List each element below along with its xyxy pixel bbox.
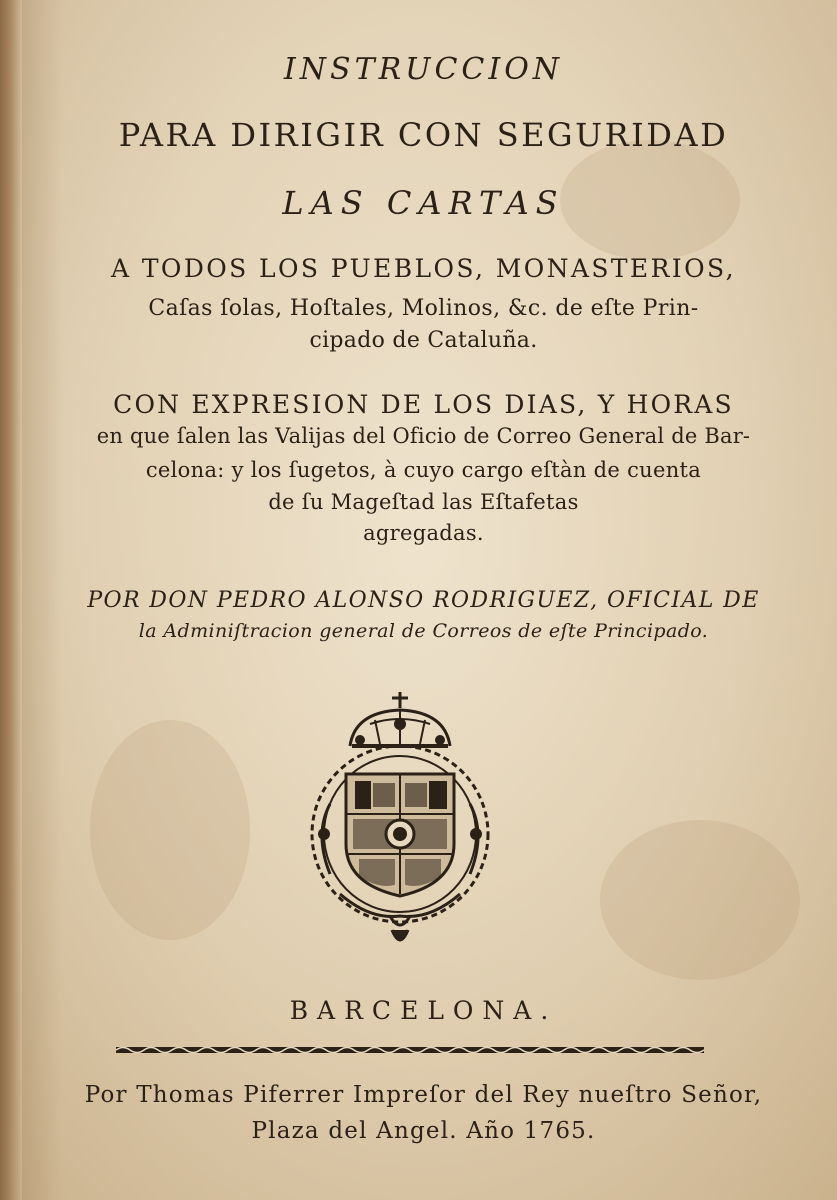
heading-las-cartas: LAS CARTAS [282, 184, 565, 222]
royal-coat-of-arms-emblem [300, 684, 500, 954]
printer-address-year: Plaza del Angel. Año 1765. [251, 1118, 596, 1144]
heading-instruccion: INSTRUCCION [283, 52, 564, 87]
paper-stain [90, 720, 250, 940]
subtitle-line: CON EXPRESION DE LOS DIAS, Y HORAS [113, 390, 734, 419]
paper-stain [600, 820, 800, 980]
subtitle-line: de ſu Mageſtad las Eſtafetas [268, 490, 579, 514]
subtitle-line: Caſas ſolas, Hoſtales, Molinos, &c. de eſte Prin- [148, 296, 699, 321]
subtitle-line: cipado de Cataluña. [309, 328, 538, 353]
subtitle-line: agregadas. [363, 521, 484, 545]
subtitle-line: celona: y los ſugetos, à cuyo cargo eſtàn de cuenta [145, 458, 702, 482]
heading-dirigir: PARA DIRIGIR CON SEGURIDAD [118, 116, 729, 154]
book-spine [0, 0, 22, 1200]
author-line: POR DON PEDRO ALONSO RODRIGUEZ, OFICIAL DE [87, 588, 760, 613]
ornamental-rule [116, 1044, 704, 1056]
imprint-city: BARCELONA. [289, 996, 558, 1025]
printer-line: Por Thomas Piferrer Impreſor del Rey nueſtro Señor, [84, 1082, 763, 1108]
subtitle-line: en que ſalen las Valijas del Oficio de Correo General de Bar- [96, 424, 751, 448]
author-office: la Adminiſtracion general de Correos de eſte Principado. [138, 620, 709, 642]
subtitle-line: A TODOS LOS PUEBLOS, MONASTERIOS, [111, 254, 736, 283]
